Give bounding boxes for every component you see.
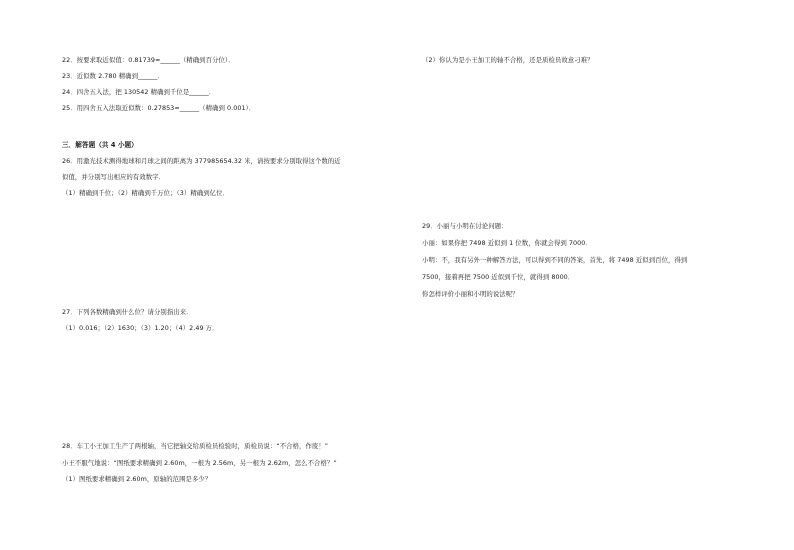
question-29-line-3: 小明：不，我有另外一种解答方法，可以得到不同的答案，首先，将 7498 近似到百位，得到 — [422, 256, 688, 264]
question-28-part-2: （2）你认为是小王加工的轴不合格，还是质检员故意刁难？ — [422, 56, 594, 64]
question-26-line-3: （1）精确到千位；（2）精确到千万位；（3）精确到亿位． — [62, 189, 229, 197]
question-25: 25．用四舍五入法取近似数：0.27853≈______（精确到 0.001）． — [62, 104, 256, 112]
question-29-line-5: 你怎样评价小丽和小明的说法呢？ — [422, 290, 519, 298]
section-heading: 三．解答题（共 4 小题） — [62, 141, 138, 149]
question-26-line-1: 26．用激光技术测得地球和月球之间的距离为 377985654.32 米，请按要求分别取得这个数的近 — [62, 157, 341, 165]
question-27-line-1: 27．下列各数精确到什么位？请分别指出来． — [62, 308, 193, 316]
question-29-line-4: 7500，接着再把 7500 近似到千位，就得到 8000． — [422, 273, 575, 281]
question-23: 23．近似数 2.780 精确到______． — [62, 72, 164, 80]
question-28-line-3: （1）图纸要求精确到 2.60m，原轴的范围是多少？ — [62, 475, 212, 483]
question-28-line-2: 小王不服气地说：“图纸要求精确到 2.60m，一根为 2.56m，另一根为 2.62m，怎么不合格？” — [62, 459, 337, 467]
question-29-line-1: 29．小丽与小明在讨论问题： — [422, 222, 508, 230]
question-28-line-1: 28．车工小王加工生产了两根轴，当它把轴交给质检员检验时，质检员说：“不合格，作废！” — [62, 442, 329, 450]
question-26-line-2: 似值，并分别写出相应的有效数字． — [62, 173, 166, 181]
question-29-line-2: 小丽：如果你把 7498 近似到 1 位数，你就会得到 7000． — [422, 239, 592, 247]
question-24: 24．四舍五入法，把 130542 精确到千位是______． — [62, 88, 216, 96]
question-27-line-2: （1）0.016；（2）1630；（3）1.20；（4）2.49 万． — [62, 324, 219, 332]
question-22: 22．按要求取近似值：0.81739≈______（精确到百分位）． — [62, 56, 235, 64]
